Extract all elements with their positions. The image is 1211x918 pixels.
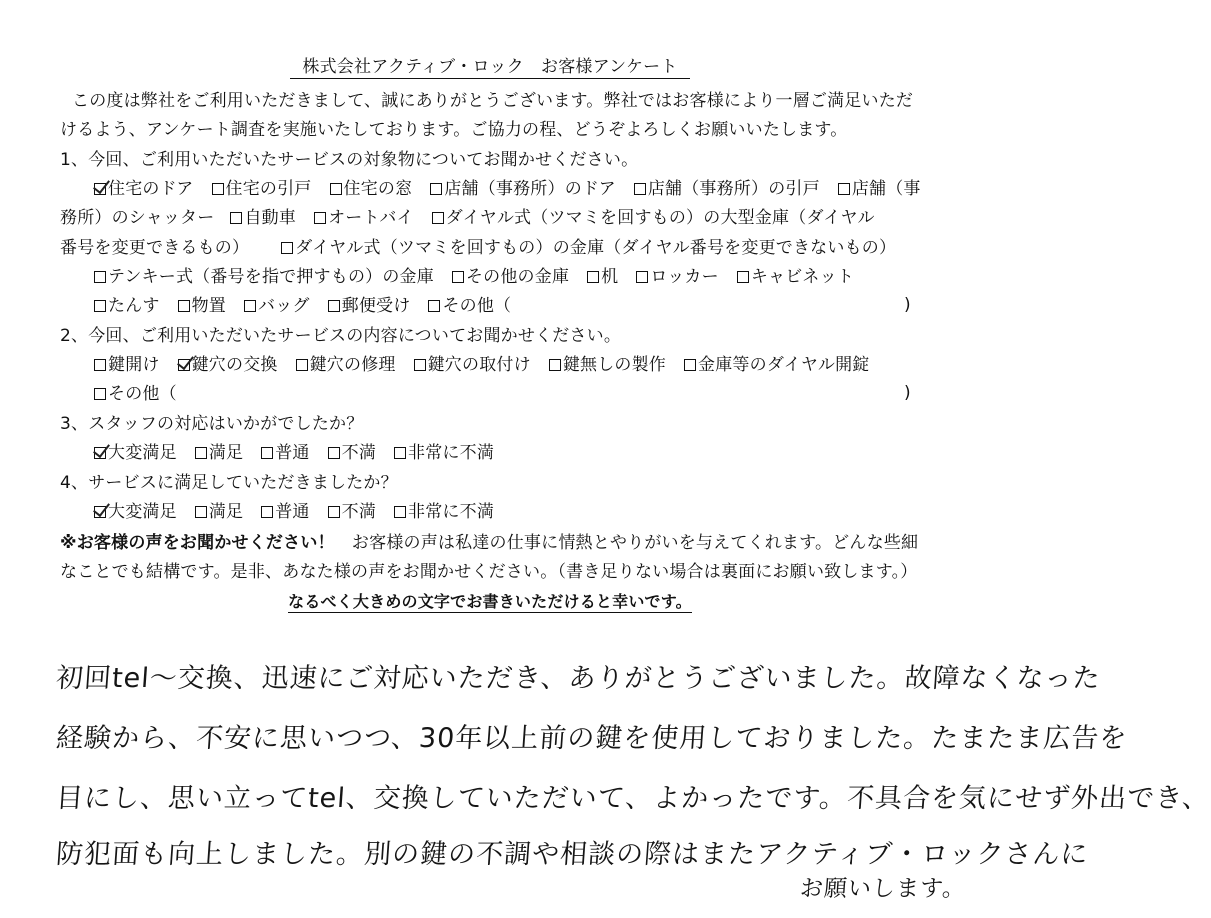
checkbox-option[interactable] (244, 295, 310, 317)
q1-row-1 (94, 178, 939, 200)
option-label: 住宅の引戸 (225, 179, 312, 199)
option-label: 住宅の窓 (343, 179, 413, 199)
option-label: 住宅のドア (108, 179, 194, 199)
checkbox-option[interactable] (328, 501, 376, 523)
checkbox-option[interactable] (328, 442, 376, 464)
voice-subheading: なるべく大きめの文字でお書きいただけると幸いです。 (288, 592, 692, 611)
checkbox-option[interactable] (432, 207, 875, 229)
option-label: 店舗（事 (851, 179, 921, 199)
survey-title: 株式会社アクティブ・ロック お客様アンケート (0, 56, 980, 78)
q1-row-2 (60, 207, 893, 229)
checkbox-option[interactable] (94, 178, 194, 200)
option-label: ロッカー (650, 267, 719, 287)
q2-row-1 (94, 354, 888, 376)
checkbox-option[interactable] (636, 266, 718, 288)
checkbox-icon[interactable] (94, 388, 106, 400)
q1-row-5 (94, 295, 529, 317)
checkbox-option[interactable] (330, 178, 413, 200)
checkbox-icon[interactable] (261, 447, 273, 459)
option-label: 大変満足 (108, 443, 177, 463)
checkbox-icon[interactable] (94, 359, 106, 371)
option-label: 鍵無しの製作 (562, 355, 667, 375)
handwritten-line-5: お願いします。 (799, 876, 968, 902)
intro-line-1: この度は弊社をご利用いただきまして、誠にありがとうございます。弊社ではお客様により一層ご満足いただ (72, 91, 914, 111)
handwritten-line-4: 防犯面も向上しました。別の鍵の不調や相談の際はまたアクティブ・ロックさんに (54, 839, 1090, 870)
option-label: 自動車 (244, 208, 297, 228)
checkbox-icon[interactable] (94, 300, 106, 312)
handwritten-line-3: 目にし、思い立ってtel、交換していただいて、よかったです。不具合を気にせず外出でき、 (54, 783, 1211, 814)
option-label: 満足 (208, 443, 244, 463)
q1-row-3-text: 番号を変更できるもの） (60, 238, 250, 258)
checkbox-option[interactable] (737, 266, 854, 288)
checkbox-option[interactable] (684, 354, 870, 376)
checkbox-icon[interactable] (414, 359, 426, 371)
checkbox-option[interactable] (587, 266, 618, 288)
checkbox-option[interactable] (94, 442, 177, 464)
q4-question: 4、サービスに満足していただきましたか？ (60, 473, 398, 493)
checkbox-option[interactable] (414, 354, 531, 376)
handwritten-line-2: 経験から、不安に思いつつ、30年以上前の鍵を使用しておりました。たまたま広告を (54, 723, 1129, 754)
option-label: 普通 (275, 502, 310, 522)
handwritten-line-1: 初回tel～交換、迅速にご対応いただき、ありがとうございました。故障なくなった (54, 663, 1102, 694)
checkbox-icon[interactable] (430, 183, 442, 195)
option-label: 郵便受け (341, 296, 411, 316)
option-label: 鍵穴の取付け (427, 355, 531, 375)
option-label: 非常に不満 (408, 443, 495, 463)
q4-options (94, 501, 512, 523)
q3-options (94, 442, 512, 464)
checkbox-option[interactable] (94, 383, 177, 405)
voice-text-1: お客様の声は私達の仕事に情熱とやりがいを与えてくれます。どんな些細 (334, 533, 919, 553)
option-label: オートバイ (328, 208, 414, 228)
option-label: 金庫等のダイヤル開錠 (698, 355, 870, 375)
checkbox-option[interactable] (94, 354, 160, 376)
option-label: ダイヤル式（ツマミを回すもの）の金庫（ダイヤル番号を変更できないもの） (295, 238, 897, 258)
checked-box-icon[interactable] (178, 359, 190, 371)
checkbox-icon[interactable] (428, 300, 440, 312)
checkbox-icon[interactable] (328, 300, 340, 312)
checkbox-option[interactable] (634, 178, 820, 200)
q1-row-2-text: 務所）のシャッター (60, 208, 215, 228)
option-label: その他（ (108, 384, 177, 404)
checkbox-icon[interactable] (195, 506, 207, 518)
checkbox-option[interactable] (94, 501, 177, 523)
option-label: キャビネット (750, 267, 855, 287)
option-label: 非常に不満 (408, 502, 495, 522)
checkbox-icon[interactable] (587, 271, 599, 283)
q2-question: 2、今回、ご利用いただいたサービスの内容についてお聞かせください。 (60, 326, 622, 346)
option-label: 普通 (275, 443, 310, 463)
checkbox-icon[interactable] (737, 271, 749, 283)
checkbox-option[interactable] (195, 442, 243, 464)
checkbox-icon[interactable] (394, 506, 406, 518)
checkbox-option[interactable] (261, 442, 309, 464)
checkbox-option[interactable] (452, 266, 569, 288)
option-label: 鍵開け (108, 355, 160, 375)
option-label: 机 (601, 267, 619, 287)
q1-row-3 (60, 237, 914, 259)
checkbox-icon[interactable] (394, 447, 406, 459)
q2-row-2 (94, 383, 195, 405)
q1-other-close: ) (904, 295, 911, 315)
checkbox-icon[interactable] (314, 212, 326, 224)
checkbox-option[interactable] (296, 354, 396, 376)
option-label: その他の金庫 (465, 267, 570, 287)
checkbox-option[interactable] (281, 237, 896, 259)
option-label: 鍵穴の交換 (191, 355, 278, 375)
checkbox-icon[interactable] (330, 183, 342, 195)
checkbox-option[interactable] (178, 295, 226, 317)
checkbox-icon[interactable] (328, 447, 340, 459)
checked-box-icon[interactable] (94, 506, 106, 518)
voice-line-1 (60, 532, 918, 554)
checkbox-option[interactable] (428, 295, 511, 317)
checkbox-option[interactable] (394, 442, 494, 464)
checkbox-icon[interactable] (634, 183, 646, 195)
checkbox-icon[interactable] (452, 271, 464, 283)
checkbox-option[interactable] (549, 354, 666, 376)
checked-box-icon[interactable] (94, 183, 106, 195)
option-label: 店舗（事務所）のドア (444, 179, 616, 199)
checkbox-option[interactable] (328, 295, 411, 317)
q2-other-close: ) (904, 383, 911, 403)
checkbox-option[interactable] (314, 207, 414, 229)
checked-box-icon[interactable] (94, 447, 106, 459)
checkbox-icon[interactable] (94, 271, 106, 283)
checkbox-option[interactable] (394, 501, 494, 523)
checkbox-option[interactable] (94, 266, 434, 288)
option-label: 物置 (191, 296, 227, 316)
option-label: 不満 (341, 502, 377, 522)
checkbox-icon[interactable] (281, 242, 293, 254)
checkbox-icon[interactable] (212, 183, 224, 195)
checkbox-icon[interactable] (549, 359, 561, 371)
checkbox-icon[interactable] (328, 506, 340, 518)
voice-text-2: なことでも結構です。是非、あなた様の声をお聞かせください。（書き足りない場合は裏面にお願い致します。） (60, 562, 918, 582)
q1-question: 1、今回、ご利用いただいたサービスの対象物についてお聞かせください。 (60, 150, 639, 170)
option-label: テンキー式（番号を指で押すもの）の金庫 (108, 267, 434, 287)
checkbox-icon[interactable] (838, 183, 850, 195)
checkbox-icon[interactable] (432, 212, 444, 224)
option-label: 店舗（事務所）の引戸 (647, 179, 820, 199)
option-label: 鍵穴の修理 (309, 355, 396, 375)
option-label: 満足 (208, 502, 244, 522)
checkbox-option[interactable] (230, 207, 296, 229)
checkbox-option[interactable] (94, 295, 160, 317)
checkbox-option[interactable] (178, 354, 278, 376)
checkbox-option[interactable] (212, 178, 312, 200)
checkbox-icon[interactable] (178, 300, 190, 312)
checkbox-icon[interactable] (296, 359, 308, 371)
checkbox-option[interactable] (838, 178, 921, 200)
option-label: 不満 (341, 443, 377, 463)
checkbox-option[interactable] (430, 178, 616, 200)
intro-line-2: けるよう、アンケート調査を実施いたしております。ご協力の程、どうぞよろしくお願いいたします。 (60, 120, 848, 140)
checkbox-icon[interactable] (244, 300, 256, 312)
checkbox-icon[interactable] (195, 447, 207, 459)
checkbox-icon[interactable] (261, 506, 273, 518)
option-label: その他（ (442, 296, 512, 316)
option-label: たんす (108, 296, 160, 316)
checkbox-icon[interactable] (230, 212, 242, 224)
checkbox-icon[interactable] (636, 271, 648, 283)
checkbox-option[interactable] (195, 501, 243, 523)
q3-question: 3、スタッフの対応はいかがでしたか？ (60, 414, 364, 434)
checkbox-icon[interactable] (684, 359, 696, 371)
option-label: バッグ (258, 296, 310, 316)
q1-row-4 (94, 266, 872, 288)
voice-heading: ※お客様の声をお聞かせください！ (60, 533, 335, 553)
option-label: ダイヤル式（ツマミを回すもの）の大型金庫（ダイヤル (445, 208, 875, 228)
checkbox-option[interactable] (261, 501, 309, 523)
option-label: 大変満足 (108, 502, 177, 522)
